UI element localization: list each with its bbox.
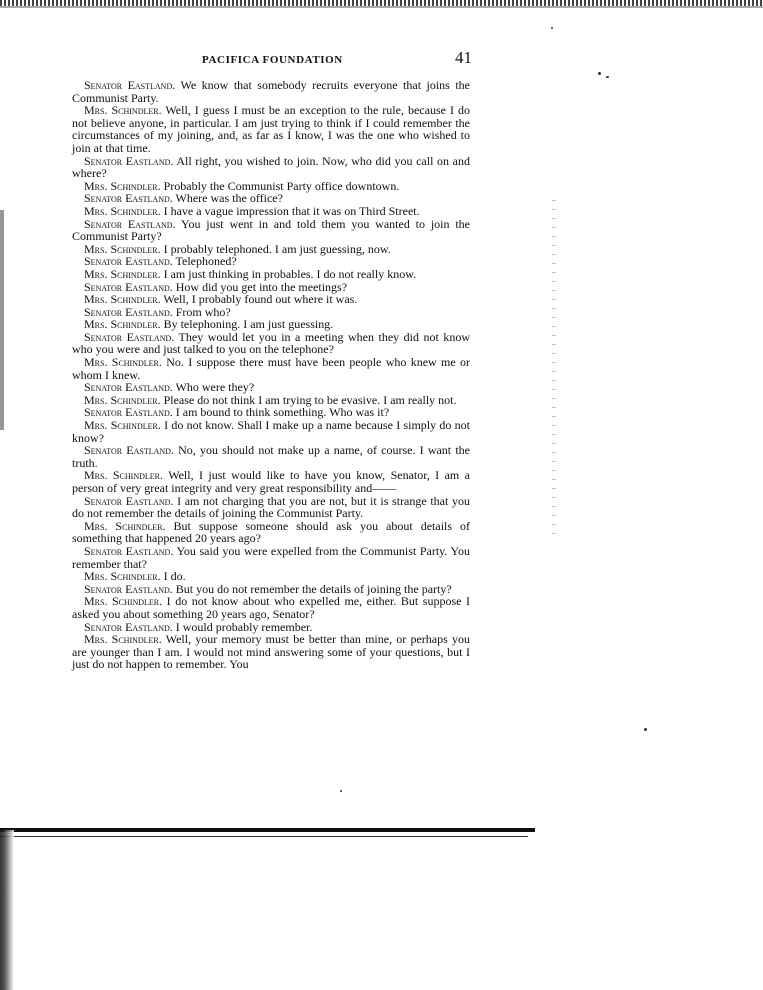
testimony-text: We know that somebody recruits everyone that joins the Communist Party.: [72, 78, 470, 105]
speaker-name: Mrs. Schindler.: [84, 266, 161, 281]
scan-speck: [340, 790, 342, 792]
scan-speck: [644, 728, 647, 731]
scan-speck: [598, 72, 601, 75]
speaker-name: Mrs. Schindler.: [84, 355, 162, 370]
speaker-name: Mrs. Schindler.: [84, 632, 162, 647]
speaker-name: Mrs. Schindler.: [84, 518, 166, 533]
testimony-paragraph: [72, 633, 470, 671]
speaker-name: Senator Eastland.: [84, 405, 173, 420]
testimony-text: Well, I probably found out where it was.: [160, 292, 358, 307]
running-head: PACIFICA FOUNDATION: [202, 54, 343, 66]
page-bottom-rule-thin: [0, 836, 528, 837]
speaker-name: Mrs. Schindler.: [84, 418, 161, 433]
testimony-text: You said you were expelled from the Communist Party. You remember that?: [72, 543, 470, 571]
testimony-text: From who?: [172, 304, 231, 319]
speaker-name: Senator Eastland.: [84, 329, 175, 344]
scan-speck: [551, 27, 553, 29]
testimony-text: By telephoning. I am just guessing.: [160, 317, 334, 332]
testimony-paragraph: [72, 79, 470, 104]
speaker-name: Senator Eastland.: [84, 78, 176, 92]
testimony-text: You just went in and told them you wanted to join the Communist Party?: [72, 216, 470, 244]
testimony-paragraph: [72, 155, 470, 180]
testimony-text: Where was the office?: [172, 191, 283, 206]
testimony-text: I do not know about who expelled me, either. But suppose I asked you about something 20 years ago, Senator?: [72, 594, 470, 621]
testimony-text: I am not charging that you are not, but it is strange that you do not remember the details of joining the Communist Party.: [72, 493, 470, 521]
scan-left-edge: [0, 830, 14, 990]
testimony-text: How did you get into the meetings?: [172, 279, 348, 294]
page-bottom-rule: [0, 828, 535, 832]
testimony-text: I have a vague impression that it was on Third Street.: [160, 203, 420, 218]
testimony-text: I am bound to think something. Who was it?: [172, 405, 390, 420]
speaker-name: Mrs. Schindler.: [84, 178, 161, 193]
testimony-text: I probably telephoned. I am just guessing, now.: [160, 241, 391, 256]
testimony-text: I am just thinking in probables. I do not really know.: [160, 266, 417, 281]
testimony-text: I do not know. Shall I make up a name because I simply do not know?: [72, 418, 470, 445]
speaker-name: Senator Eastland.: [84, 619, 173, 634]
speaker-name: Mrs. Schindler.: [84, 392, 161, 407]
testimony-text: Please do not think I am trying to be evasive. I am really not.: [160, 392, 457, 407]
testimony-text: Well, I just would like to have you know, Senator, I am a person of very great integrity and very great responsibility and——: [72, 468, 470, 495]
speaker-name: Senator Eastland.: [84, 543, 174, 558]
speaker-name: Mrs. Schindler.: [84, 292, 161, 307]
speaker-name: Senator Eastland.: [84, 493, 174, 508]
scan-speck: [606, 76, 609, 78]
speaker-name: Senator Eastland.: [84, 443, 174, 458]
testimony-paragraph: [72, 520, 470, 545]
testimony-text: [72, 79, 470, 671]
testimony-text: All right, you wished to join. Now, who did you call on and where?: [72, 153, 470, 181]
speaker-name: Senator Eastland.: [84, 279, 173, 294]
speaker-name: Mrs. Schindler.: [84, 203, 161, 218]
testimony-text: But you do not remember the details of joining the party?: [172, 581, 452, 596]
testimony-paragraph: [72, 419, 470, 444]
speaker-name: Senator Eastland.: [84, 581, 173, 596]
speaker-name: Senator Eastland.: [84, 216, 176, 231]
testimony-text: Telephoned?: [172, 254, 237, 269]
testimony-text: No, you should not make up a name, of course. I want the truth.: [72, 443, 470, 470]
speaker-name: Senator Eastland.: [84, 380, 173, 395]
testimony-text: I would probably remember.: [172, 619, 313, 634]
page-number: 41: [455, 48, 472, 67]
speaker-name: Mrs. Schindler.: [84, 103, 162, 118]
testimony-paragraph: [72, 545, 470, 570]
scan-left-shadow: [0, 210, 4, 430]
testimony-paragraph: [72, 495, 470, 520]
testimony-paragraph: [72, 218, 470, 243]
scan-right-marks: [552, 200, 556, 540]
speaker-name: Mrs. Schindler.: [84, 317, 161, 332]
testimony-text: Who were they?: [172, 380, 255, 395]
speaker-name: Senator Eastland.: [84, 153, 174, 168]
testimony-paragraph: [72, 331, 470, 356]
speaker-name: Senator Eastland.: [84, 254, 173, 269]
testimony-text: No. I suppose there must have been people who knew me or whom I knew.: [72, 355, 470, 382]
speaker-name: Senator Eastland.: [84, 304, 173, 319]
testimony-paragraph: [72, 444, 470, 469]
speaker-name: Mrs. Schindler.: [84, 241, 161, 256]
page-header: [72, 48, 472, 70]
testimony-paragraph: [72, 595, 470, 620]
testimony-text: Well, I guess I must be an exception to the rule, because I do not believe anyone, in particular. I am just trying to think if I could remember the circumstances of my joining, and, as far as I know, I was the one who wished to join at that time.: [72, 103, 471, 155]
testimony-text: Probably the Communist Party office downtown.: [160, 178, 400, 193]
speaker-name: Mrs. Schindler.: [84, 468, 163, 483]
speaker-name: Mrs. Schindler.: [84, 594, 163, 609]
testimony-paragraph: [72, 104, 470, 154]
testimony-paragraph: [72, 469, 470, 494]
speaker-name: Mrs. Schindler.: [84, 569, 161, 584]
testimony-paragraph: [72, 356, 470, 381]
testimony-text: I do.: [160, 569, 186, 584]
testimony-text: They would let you in a meeting when they did not know who you were and just talked to you on the telephone?: [72, 329, 470, 357]
testimony-text: But suppose someone should ask you about details of something that happened 20 years ago?: [72, 518, 471, 546]
scan-top-edge-line: [0, 6, 763, 8]
speaker-name: Senator Eastland.: [84, 191, 173, 206]
testimony-text: Well, your memory must be better than mine, or perhaps you are younger than I am. I would not mind answering some of your questions, but I just do not happen to remember. You: [72, 632, 470, 672]
